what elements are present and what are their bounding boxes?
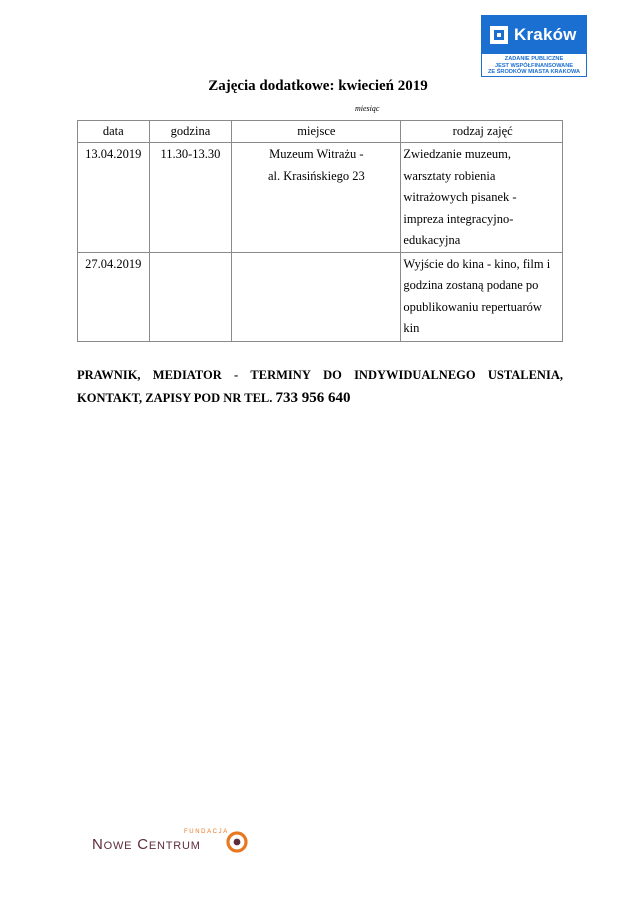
nowe-centrum-name: Nowe Centrum xyxy=(92,836,201,853)
target-ring-icon xyxy=(226,831,248,853)
note-contact-text: KONTAKT, ZAPISY POD NR TEL. xyxy=(77,391,276,405)
nowe-centrum-small-label: FUNDACJA xyxy=(184,829,229,835)
cell-date: 27.04.2019 xyxy=(78,252,150,341)
nowe-centrum-logo xyxy=(92,826,257,862)
header-time: godzina xyxy=(149,121,232,143)
krakow-brand: Kraków xyxy=(514,25,577,44)
document-subtitle: miesiąc xyxy=(355,104,380,113)
schedule-table xyxy=(77,120,563,342)
krakow-logo xyxy=(481,15,587,77)
krakow-logo-bar xyxy=(482,16,586,54)
table-header-row xyxy=(78,121,563,143)
krakow-logo-caption xyxy=(482,56,586,76)
table-row xyxy=(78,143,563,253)
note-word: USTALENIA, xyxy=(487,368,563,382)
cell-place xyxy=(232,143,401,253)
krakow-caption-line: JEST WSPÓŁFINANSOWANE xyxy=(494,62,573,69)
header-type: rodzaj zajęć xyxy=(401,121,563,143)
note-word: TERMINY xyxy=(250,368,311,382)
cell-type-line: godzina zostaną podane po xyxy=(403,278,539,292)
table-row xyxy=(78,252,563,341)
phone-number: 733 956 640 xyxy=(275,390,351,406)
cell-type-line: warsztaty robienia xyxy=(403,168,496,183)
contact-note xyxy=(77,364,563,410)
cell-time xyxy=(149,252,232,341)
cell-type-line: edukacyjna xyxy=(403,233,461,247)
krakow-crest-icon xyxy=(490,26,508,44)
cell-type-line: witrażowych pisanek - xyxy=(403,190,517,204)
cell-type xyxy=(401,143,563,253)
cell-date: 13.04.2019 xyxy=(78,143,150,253)
note-word: INDYWIDUALNEGO xyxy=(354,368,476,382)
note-word: - xyxy=(234,368,239,382)
note-word: MEDIATOR xyxy=(152,368,222,382)
krakow-caption-line: ZE ŚRODKÓW MIASTA KRAKOWA xyxy=(488,69,580,76)
cell-type-line: opublikowaniu repertuarów xyxy=(403,299,542,314)
contact-note-line xyxy=(77,364,563,387)
cell-place-line: al. Krasińskiego 23 xyxy=(267,168,365,183)
cell-type-line: Wyjście do kina - kino, film i xyxy=(403,256,551,271)
note-word: PRAWNIK, xyxy=(77,368,141,382)
cell-place xyxy=(232,252,401,341)
cell-place-line: Muzeum Witrażu - xyxy=(269,147,364,161)
document-title: Zajęcia dodatkowe: kwiecień 2019 xyxy=(208,78,428,94)
krakow-caption-line: ZADANIE PUBLICZNE xyxy=(504,56,564,62)
cell-type-line: impreza integracyjno- xyxy=(403,211,514,226)
cell-type-line: kin xyxy=(403,321,420,335)
contact-note-line xyxy=(77,387,563,410)
cell-time: 11.30-13.30 xyxy=(149,143,232,253)
header-date: data xyxy=(78,121,150,143)
note-word: DO xyxy=(323,368,342,382)
cell-type xyxy=(401,252,563,341)
header-place: miejsce xyxy=(232,121,401,143)
cell-type-line: Zwiedzanie muzeum, xyxy=(403,147,511,161)
